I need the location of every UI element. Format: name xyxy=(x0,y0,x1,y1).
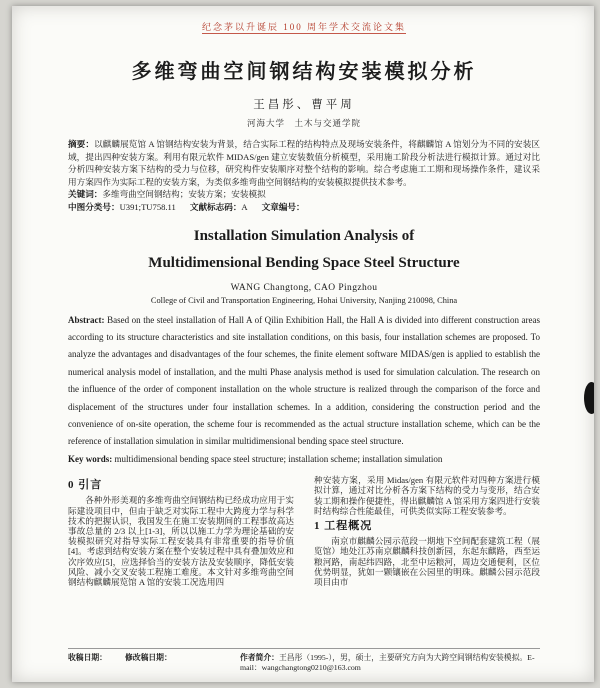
paper-page xyxy=(12,6,594,682)
meta-line xyxy=(68,201,540,214)
doc-code-value: A xyxy=(241,201,248,212)
scan-artifact xyxy=(584,382,594,414)
footer-dates xyxy=(68,653,172,663)
keywords-en xyxy=(68,451,540,468)
author-bio-text: 王昌彤（1995-），男，硕士，主要研究方向为大跨空间钢结构安装模拟。E-mail：wangchangtong0210@163.com xyxy=(240,653,535,672)
left-column xyxy=(68,475,294,587)
keywords-cn-label: 关键词： xyxy=(68,189,103,200)
doc-code-label: 文献标志码： xyxy=(189,201,242,212)
abstract-cn xyxy=(68,138,540,188)
received-date-label: 收稿日期： xyxy=(68,653,107,662)
page-content xyxy=(12,6,594,587)
keywords-cn xyxy=(68,188,540,201)
paper-title-en-line2: Multidimensional Bending Space Steel Structure xyxy=(148,254,460,271)
abstract-en-label: Abstract: xyxy=(68,314,105,325)
abstract-en xyxy=(68,312,540,451)
abstract-en-text: Based on the steel installation of Hall A of Qilin Exhibition Hall, the Hall A is divided into different construction areas according to its structure characteristics and site installation conditions, on this basis, four installation schemes are proposed. To analyze the advantages and disadvantages of the four schemes, the finite element software MIDAS/gen is applied to establish the numerical analysis model of installation, and the multi Phase analysis method is used for simulation calculation. The research on the influence of the order of component installation on the whole structure is realized through the comparison of the force and displacement of the structures under four installation schemes. In a addition, considering the construction period and the convenience of on-site operation, the scheme four is recommended as the actual structure installation scheme, which can be the reference of installation simulation in similar multidimensional bending space steel structure. xyxy=(68,314,540,447)
clc-value: U391;TU758.11 xyxy=(119,201,176,212)
affiliation-en: College of Civil and Transportation Engineering, Hohai University, Nanjing 210098, China xyxy=(150,295,458,305)
author-bio xyxy=(240,653,540,673)
revised-date-label: 修改稿日期： xyxy=(124,653,172,662)
article-id-label: 文章编号： xyxy=(261,201,305,212)
section-heading-intro: 0 引言 xyxy=(68,479,103,492)
conference-header xyxy=(68,20,540,33)
paper-title-cn: 多维弯曲空间钢结构安装模拟分析 xyxy=(131,61,477,83)
right-column xyxy=(314,475,540,587)
authors-cn: 王昌彤、曹平周 xyxy=(253,99,355,111)
two-column-body xyxy=(68,475,540,587)
keywords-en-label: Key words: xyxy=(68,453,113,464)
affiliation-cn: 河海大学 土木与交通学院 xyxy=(246,118,361,128)
intro-paragraph-continued: 种安装方案，采用 Midas/gen 有限元软件对四种方案进行模拟计算，通过对比分析各方案下结构的受力与变形，结合安装工期和操作便捷性，得出麒麟馆 A 馆采用方案四进行安装时结构综合性能最佳，可供类似实际工程安装参考。 xyxy=(314,475,540,516)
abstract-cn-label: 摘要： xyxy=(68,139,95,149)
section-heading-overview: 1 工程概况 xyxy=(314,520,373,533)
intro-paragraph: 各种外形美观的多维弯曲空间钢结构已经成功应用于实际建设项目中，但由于缺乏对实际工程中大跨度力学与科学技术的把握认识，我国发生在施工安装期间的工程事故高达事故总量的 2/3 以上[1-3]，所以以施工力学为理论基础的安装模拟研究对指导实际工程安装具有非常重要的指导价值[4]。考虑到结构安装方案在整个安装过程中具有叠加效应和次序效应[5]，应选择恰当的安装方法及安装顺序，降低安装风险、减小交叉安装工程施工难度。本文针对多维弯曲空间钢结构麒麟展览馆 A 馆的安装工况选用四 xyxy=(68,495,294,588)
page-footer xyxy=(68,648,540,673)
paper-title-en xyxy=(68,223,540,277)
clc-label: 中图分类号： xyxy=(68,201,120,212)
keywords-cn-text: 多维弯曲空间钢结构；安装方案；安装模拟 xyxy=(102,189,266,200)
author-bio-label: 作者简介： xyxy=(240,653,279,662)
paper-title-en-line1: Installation Simulation Analysis of xyxy=(193,227,415,244)
abstract-cn-text: 以麒麟展览馆 A 馆钢结构安装为背景，结合实际工程的结构特点及现场安装条件，将麒麟馆 A 馆划分为不同的安装区域，提出四种安装方案。利用有限元软件 MIDAS/gen 建立安装数值分析模型，采用施工阶段分析法进行模拟计算。通过对比分析四种安装方案下结构的受力与位移，研究构件安装顺序对整个结构的影响。综合考虑施工工期和现场操作条件，建议采用方案四作为实际工程的安装方案，为类似多维弯曲空间钢结构的安装模拟提供技术参考。 xyxy=(68,139,540,187)
authors-en: WANG Changtong, CAO Pingzhou xyxy=(230,282,378,293)
keywords-en-text: multidimensional bending space steel structure; installation scheme; installation simulation xyxy=(114,453,443,464)
conference-header-text: 纪念茅以升诞辰 100 周年学术交流论文集 xyxy=(201,22,406,32)
overview-paragraph: 南京市麒麟公园示范段一期地下空间配套建筑工程（展览馆）地处江苏南京麒麟科技创新园，东起东麒路，西至运粮河路，南起纬四路，北至中运粮河，周边交通便利，区位优势明显，犹如一颗镶嵌在公园里的明珠。麒麟公园示范段项目由市 xyxy=(314,536,540,588)
